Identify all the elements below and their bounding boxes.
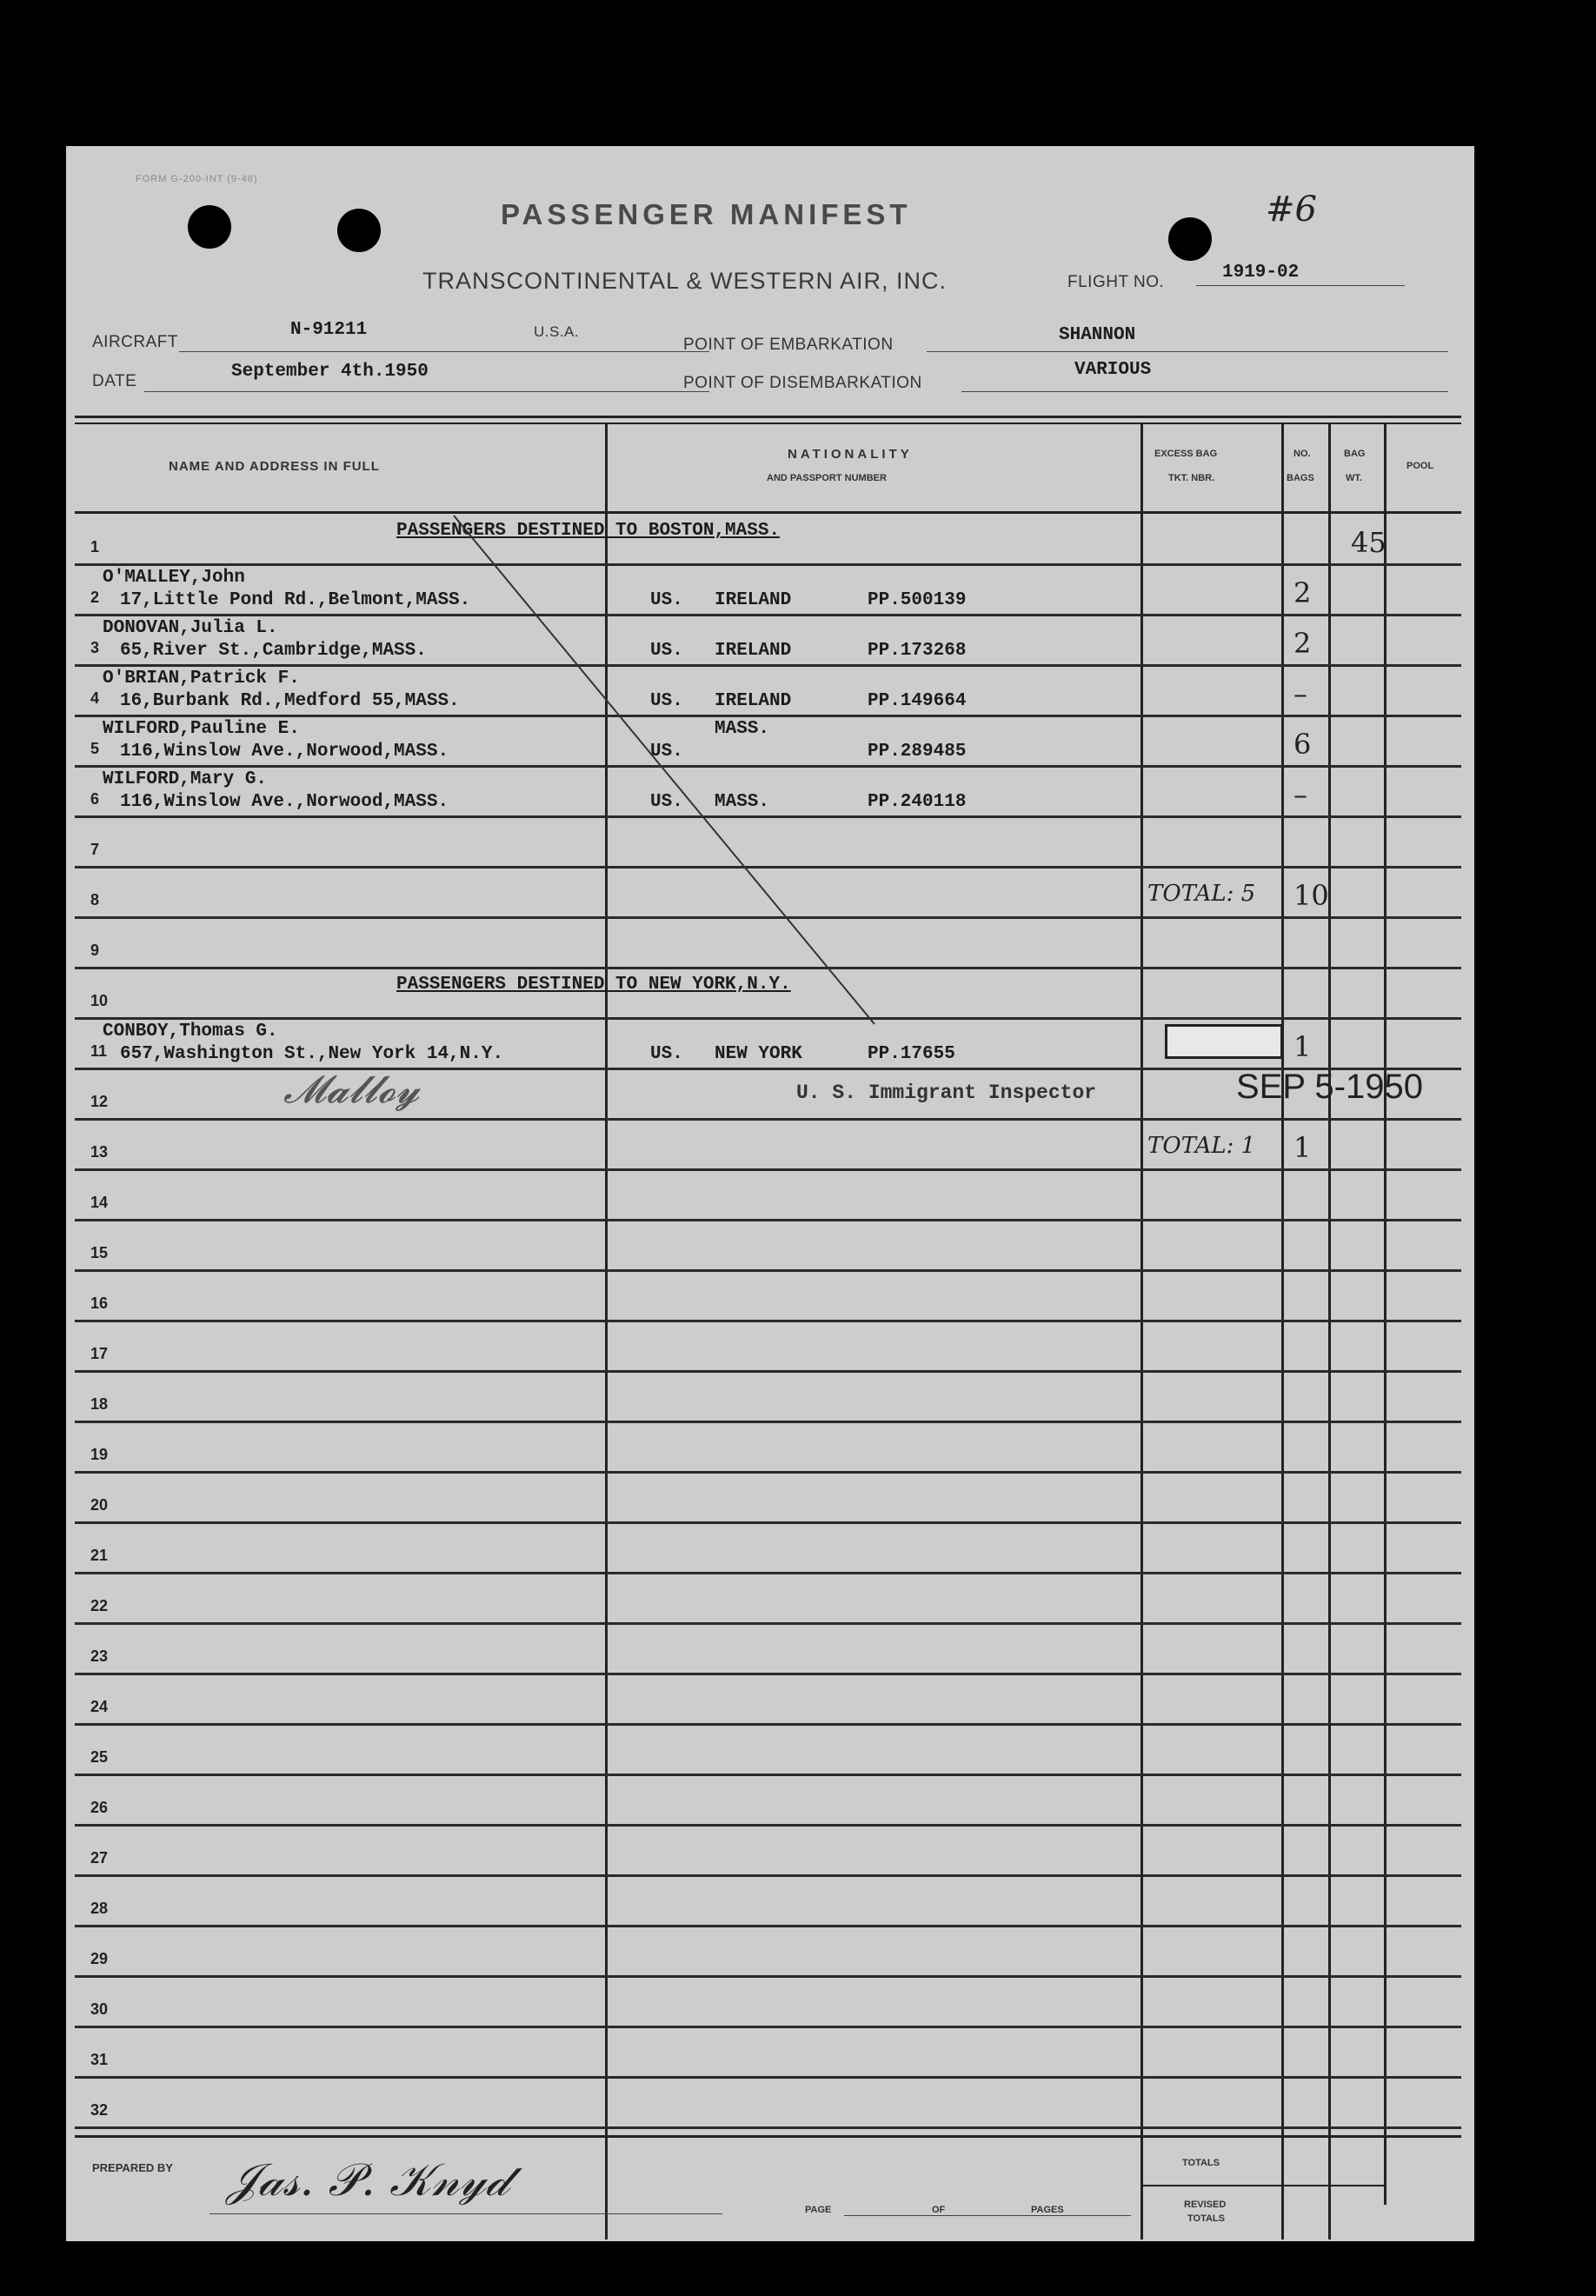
flight-number: 1919-02: [1222, 263, 1300, 283]
nationality-detail: IRELAND: [715, 691, 792, 711]
row-number: 1: [90, 538, 100, 556]
passport-number: PP.240118: [868, 792, 967, 812]
manifest-title: PASSENGER MANIFEST: [501, 198, 912, 230]
bag-count: 2: [1293, 576, 1312, 609]
row-number: 15: [90, 1244, 109, 1261]
row-number: 9: [90, 942, 100, 959]
page-label: PAGE: [805, 2205, 832, 2215]
row-number: 29: [90, 1950, 109, 1967]
nationality-detail: IRELAND: [715, 641, 792, 661]
passenger-name: WILFORD,Pauline E.: [103, 719, 300, 739]
row-number: 14: [90, 1194, 109, 1211]
passport-number: PP.149664: [868, 691, 967, 711]
col-weight-header: BAG: [1344, 449, 1366, 459]
bag-weight: 45: [1351, 526, 1387, 559]
disembarkation-value: VARIOUS: [1074, 360, 1152, 380]
pages-label: PAGES: [1031, 2205, 1064, 2215]
bag-count: 10: [1293, 879, 1329, 912]
preparer-signature: 𝒥𝒶𝓈. 𝒫. 𝒦𝓃𝓎𝒹: [227, 2154, 509, 2206]
totals-label: TOTALS: [1182, 2158, 1220, 2168]
nationality: US.: [650, 742, 683, 762]
nationality: US.: [650, 792, 683, 812]
aircraft-number: N-91211: [290, 320, 368, 340]
flight-label: FLIGHT NO.: [1067, 273, 1165, 291]
inspector-signature: 𝓜𝓪𝓵𝓵𝓸𝔂: [283, 1068, 420, 1112]
passenger-address: 16,Burbank Rd.,Medford 55,MASS.: [120, 691, 460, 711]
passenger-name: DONOVAN,Julia L.: [103, 618, 278, 638]
nationality-detail: IRELAND: [715, 590, 792, 610]
passenger-address: 17,Little Pond Rd.,Belmont,MASS.: [120, 590, 471, 610]
row-number: 4: [90, 689, 100, 707]
row-number: 20: [90, 1496, 109, 1514]
row-number: 19: [90, 1446, 109, 1463]
passenger-name: O'BRIAN,Patrick F.: [103, 669, 300, 689]
col-weight-header-2: WT.: [1346, 473, 1362, 483]
bag-count: 1: [1293, 1030, 1312, 1063]
excess-bag-ticket: TOTAL: 1: [1147, 1133, 1256, 1159]
col-bags-header-2: BAGS: [1287, 473, 1314, 483]
row-number: 5: [90, 740, 100, 757]
row-number: 28: [90, 1900, 109, 1917]
row-number: 7: [90, 841, 100, 858]
row-number: 27: [90, 1849, 109, 1867]
row-number: 31: [90, 2051, 109, 2068]
row-number: 23: [90, 1647, 109, 1665]
embarkation-label: POINT OF EMBARKATION: [683, 336, 894, 354]
passport-number: PP.17655: [868, 1044, 955, 1064]
group-heading: PASSENGERS DESTINED TO NEW YORK,N.Y.: [396, 975, 791, 995]
revised-totals-label: TOTALS: [1187, 2213, 1225, 2224]
cancel-stroke: [66, 146, 1474, 2241]
passport-number: PP.500139: [868, 590, 967, 610]
aircraft-label: AIRCRAFT: [92, 333, 178, 351]
bag-count: 6: [1293, 728, 1312, 761]
form-number: FORM G-200-INT (9-48): [136, 174, 258, 184]
nationality: US.: [650, 641, 683, 661]
passport-number: PP.289485: [868, 742, 967, 762]
page-mark: #6: [1266, 190, 1317, 230]
bag-count: 1: [1293, 1131, 1312, 1164]
of-label: OF: [932, 2205, 946, 2215]
col-nationality-header: NATIONALITY: [788, 447, 913, 462]
passenger-address: 657,Washington St.,New York 14,N.Y.: [120, 1044, 504, 1064]
row-number: 2: [90, 589, 100, 606]
row-number: 26: [90, 1799, 109, 1816]
col-pool-header: POOL: [1406, 461, 1434, 471]
row-number: 22: [90, 1597, 109, 1614]
embarkation-value: SHANNON: [1059, 325, 1136, 345]
row-number: 16: [90, 1294, 109, 1312]
row-number: 30: [90, 2000, 109, 2018]
row-number: 24: [90, 1698, 109, 1715]
date-stamp: SEP 5-1950: [1236, 1068, 1423, 1106]
col-name-header: NAME AND ADDRESS IN FULL: [169, 459, 380, 474]
group-heading: PASSENGERS DESTINED TO BOSTON,MASS.: [396, 521, 781, 541]
row-number: 32: [90, 2101, 109, 2119]
row-number: 8: [90, 891, 100, 908]
revised-label: REVISED: [1184, 2200, 1227, 2210]
row-number: 25: [90, 1748, 109, 1766]
row-number: 11: [90, 1042, 108, 1060]
row-number: 13: [90, 1143, 109, 1161]
passenger-name: WILFORD,Mary G.: [103, 769, 268, 789]
col-passport-header: AND PASSPORT NUMBER: [767, 473, 887, 483]
row-number: 12: [90, 1093, 109, 1110]
aircraft-country: U.S.A.: [534, 323, 580, 340]
manifest-sheet: [66, 146, 1474, 2241]
date-label: DATE: [92, 372, 137, 390]
col-excess-header-2: TKT. NBR.: [1168, 473, 1215, 483]
prepared-by-label: PREPARED BY: [92, 2161, 173, 2174]
row-number: 10: [90, 992, 109, 1009]
disembarkation-label: POINT OF DISEMBARKATION: [683, 374, 922, 392]
nationality: US.: [650, 590, 683, 610]
row-number: 6: [90, 790, 100, 808]
nationality: US.: [650, 691, 683, 711]
bag-count: –: [1293, 778, 1307, 811]
nationality-detail: MASS.: [715, 719, 770, 739]
row-number: 17: [90, 1345, 109, 1362]
row-number: 3: [90, 639, 100, 656]
passenger-address: 116,Winslow Ave.,Norwood,MASS.: [120, 742, 449, 762]
inspector-title: U. S. Immigrant Inspector: [796, 1081, 1097, 1104]
row-number: 21: [90, 1547, 109, 1564]
passenger-name: CONBOY,Thomas G.: [103, 1022, 278, 1042]
excess-bag-ticket: TOTAL: 5: [1147, 881, 1256, 907]
col-excess-header: EXCESS BAG: [1154, 449, 1218, 459]
row-number: 18: [90, 1395, 109, 1413]
company-name: TRANSCONTINENTAL & WESTERN AIR, INC.: [422, 268, 948, 294]
nationality-detail: MASS.: [715, 792, 770, 812]
date-value: September 4th.1950: [231, 362, 429, 382]
bag-count: –: [1293, 677, 1307, 710]
bag-count: 2: [1293, 627, 1312, 660]
passenger-address: 65,River St.,Cambridge,MASS.: [120, 641, 427, 661]
passenger-name: O'MALLEY,John: [103, 568, 245, 588]
nationality: US.: [650, 1044, 683, 1064]
passport-number: PP.173268: [868, 641, 967, 661]
passenger-address: 116,Winslow Ave.,Norwood,MASS.: [120, 792, 449, 812]
nationality-detail: NEW YORK: [715, 1044, 802, 1064]
col-bags-header: NO.: [1293, 449, 1311, 459]
